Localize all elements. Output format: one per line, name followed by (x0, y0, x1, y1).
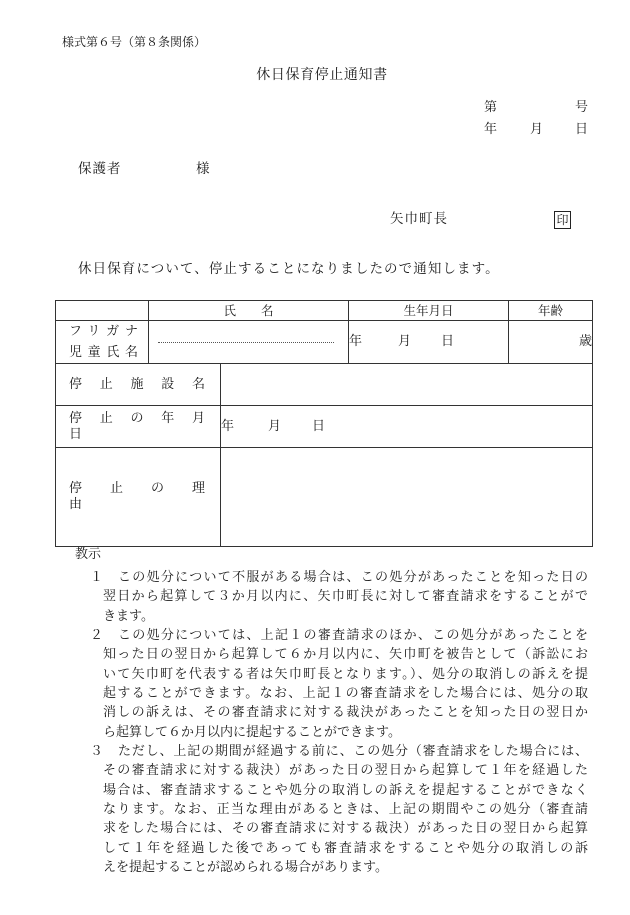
instruction-line (0, 839, 630, 858)
instruction-line (0, 723, 630, 742)
stop-reason-label: 停 止 の 理 由 (69, 481, 232, 512)
doc-number-prefix: 第 (484, 100, 498, 115)
issue-date-year: 年 (484, 122, 498, 137)
recipient-label: 保護者 (78, 161, 122, 177)
child-age-cell (509, 321, 593, 364)
instruction-text: 知った日の翌日から起算して６か月以内に、矢巾町を被告として（訴訟にお (103, 647, 588, 663)
age-unit: 歳 (579, 334, 593, 350)
header-birthdate-cell (349, 301, 509, 321)
instruction-text: きます。 (103, 608, 154, 624)
header-name-cell (149, 301, 349, 321)
header-name: 氏 名 (223, 303, 274, 318)
stop-date-row (56, 406, 593, 448)
instruction-text: 場合は、審査請求することや処分の取消しの訴えを提起することができなく (103, 782, 588, 798)
child-name-label: 児童氏名 (69, 345, 138, 360)
stop-date-label-cell (56, 406, 221, 448)
instruction-item (0, 626, 630, 742)
issue-date-day: 日 (575, 122, 589, 137)
stop-facility-label-cell (56, 364, 221, 406)
notice-message: 休日保育について、停止することになりましたので通知します。 (78, 261, 500, 277)
instruction-number: １ (90, 570, 104, 585)
instruction-line (0, 587, 630, 606)
instruction-item (0, 742, 630, 877)
issue-date-month: 月 (530, 122, 544, 137)
birth-year-unit: 年 (349, 334, 363, 350)
instruction-text: ら起算して６か月以内に提起することができます。 (103, 724, 401, 740)
child-birthdate-cell (349, 321, 509, 364)
instruction-text: 起することができます。なお、上記１の審査請求をした場合には、処分の取 (103, 686, 588, 702)
furigana-label: フリガナ (69, 324, 138, 339)
child-label-cell (56, 321, 149, 364)
child-info-table (55, 300, 593, 547)
instruction-text: この処分については、上記１の審査請求のほか、この処分があったことを (118, 628, 588, 644)
doc-number-suffix: 号 (575, 100, 589, 115)
instruction-line (0, 703, 630, 722)
instruction-number: ３ (90, 744, 104, 760)
instruction-line (0, 781, 630, 800)
stop-facility-value (221, 364, 593, 406)
instruction-line (0, 819, 630, 838)
table-header-row (56, 301, 593, 321)
instruction-text: この処分について不服がある場合は、この処分があったことを知った日の (118, 570, 588, 585)
instruction-item (0, 568, 630, 626)
stop-reason-value (221, 448, 593, 547)
instruction-line (0, 665, 630, 684)
instruction-list (0, 568, 630, 878)
instruction-line (0, 742, 630, 761)
stop-month-unit: 月 (268, 418, 282, 434)
stop-year-unit: 年 (221, 418, 235, 434)
instruction-line (0, 800, 630, 819)
stop-day-unit: 日 (312, 418, 326, 434)
instruction-text: いて矢巾町を代表する者は矢巾町長となります。）、処分の取消しの訴えを提 (103, 666, 588, 682)
instruction-line (0, 684, 630, 703)
instruction-line (0, 645, 630, 664)
birth-month-unit: 月 (398, 334, 412, 350)
document-title: 休日保育停止通知書 (256, 67, 388, 83)
instruction-line (0, 761, 630, 780)
instruction-text: えを提起することが認められる場合があります。 (103, 860, 388, 876)
furigana-divider (158, 342, 334, 343)
stop-facility-row (56, 364, 593, 406)
header-age: 年齢 (538, 303, 564, 318)
instruction-text: 翌日から起算して３か月以内に、矢巾町長に対して審査請求をすることがで (103, 589, 588, 605)
instructions-heading: 教示 (75, 547, 102, 562)
child-name-cell (149, 321, 349, 364)
stop-reason-row (56, 448, 593, 547)
recipient-honorific: 様 (196, 161, 210, 177)
stop-reason-label-cell (56, 448, 232, 547)
instruction-line (0, 858, 630, 877)
sender-name: 矢巾町長 (390, 211, 448, 227)
instruction-line (0, 626, 630, 645)
instruction-number: ２ (90, 628, 104, 644)
seal-mark: 印 (554, 211, 571, 229)
header-blank-cell (56, 301, 149, 321)
stop-date-value (221, 406, 593, 448)
instruction-text: して１年を経過した後であっても審査請求をすることや処分の取消しの訴 (103, 840, 588, 856)
instruction-text: 消しの訴えは、その審査請求に対する裁決があったことを知った日の翌日か (103, 705, 588, 721)
instruction-text: ただし、上記の期間が経過する前に、この処分（審査請求をした場合には、 (118, 744, 588, 760)
stop-facility-label: 停 止 施 設 名 (69, 376, 205, 392)
header-birthdate: 生年月日 (403, 303, 454, 318)
child-row (56, 321, 593, 364)
instruction-line (0, 607, 630, 626)
instruction-text: その審査請求に対する裁決）があった日の翌日から起算して１年を経過した (103, 763, 588, 779)
stop-date-label: 停 止 の 年 月 日 (69, 410, 219, 442)
instruction-line (0, 568, 630, 587)
instruction-text: なります。なお、正当な理由があるときは、上記の期間やこの処分（審査請 (103, 802, 588, 818)
birth-day-unit: 日 (441, 334, 455, 350)
instruction-text: 求をした場合には、その審査請求に対する裁決）があった日の翌日から起算 (103, 821, 588, 837)
header-age-cell (509, 301, 593, 321)
form-number: 様式第６号（第８条関係） (62, 35, 207, 49)
